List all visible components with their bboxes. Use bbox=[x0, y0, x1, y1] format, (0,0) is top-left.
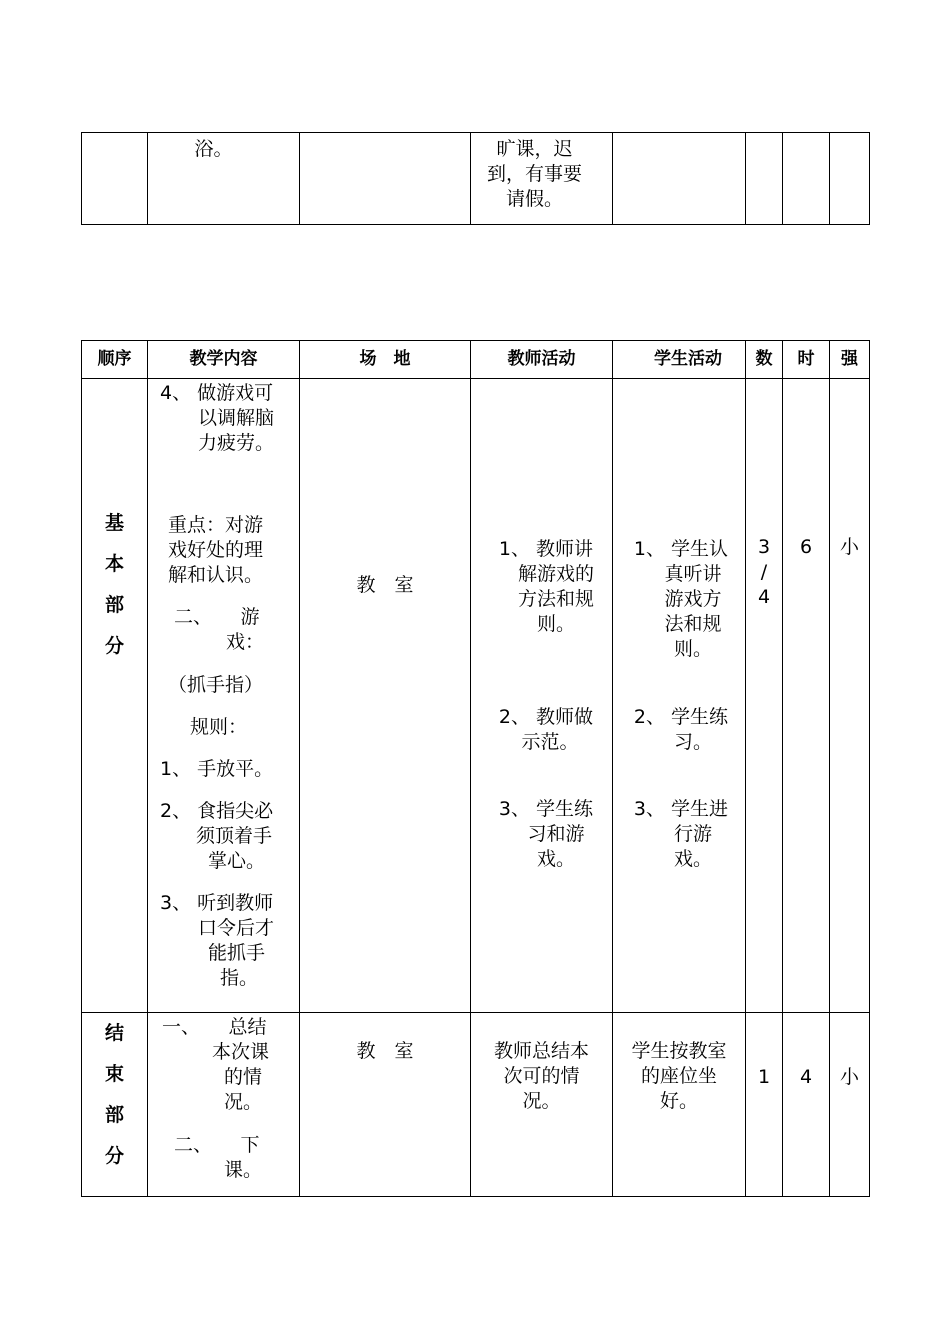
student-step-1 bbox=[621, 537, 741, 662]
count-char: 3 bbox=[757, 536, 771, 558]
activity-line: 1、 教师讲 bbox=[498, 538, 594, 560]
student-step-3 bbox=[621, 797, 741, 872]
activity-line: 学生按教室 bbox=[631, 1040, 727, 1062]
end-time: 4 bbox=[799, 1066, 813, 1088]
activity-line: 3、 学生进 bbox=[633, 798, 729, 820]
header-time: 时 bbox=[783, 341, 830, 379]
end-venue: 教 室 bbox=[356, 1040, 414, 1062]
header-content: 教学内容 bbox=[148, 341, 300, 379]
teacher-step-2 bbox=[483, 705, 609, 755]
content-line: 戏好处的理 bbox=[168, 539, 264, 561]
top-teacher-line: 请假。 bbox=[505, 188, 563, 210]
content-line: 二、 游 bbox=[174, 606, 260, 628]
activity-line: 行游 bbox=[673, 823, 712, 845]
content-line: 掌心。 bbox=[208, 850, 266, 872]
content-line: 力疲劳。 bbox=[198, 432, 275, 454]
content-line: 3、 听到教师 bbox=[160, 892, 274, 914]
end-student-cell bbox=[613, 1013, 746, 1197]
section-char: 部 bbox=[104, 1104, 124, 1126]
top-teacher-text bbox=[471, 133, 612, 212]
end-section-cell bbox=[82, 1013, 148, 1197]
section-char: 结 bbox=[104, 1022, 124, 1044]
top-student-cell bbox=[613, 133, 746, 225]
end-teacher bbox=[471, 1013, 612, 1114]
top-count-cell bbox=[746, 133, 783, 225]
activity-line: 2、 学生练 bbox=[633, 706, 729, 728]
content-line: 的情 bbox=[224, 1066, 263, 1088]
end-intensity: 小 bbox=[839, 1066, 859, 1088]
section-char: 基 bbox=[104, 512, 124, 534]
key-point bbox=[168, 513, 263, 588]
basic-section-label bbox=[82, 379, 147, 667]
basic-count-cell bbox=[746, 379, 783, 1013]
content-line: 2、 食指尖必 bbox=[160, 800, 274, 822]
activity-line: 3、 学生练 bbox=[498, 798, 594, 820]
header-intensity: 强 bbox=[830, 341, 870, 379]
section-char: 本 bbox=[104, 553, 124, 575]
activity-line: 戏。 bbox=[536, 848, 575, 870]
end-teacher-cell bbox=[471, 1013, 613, 1197]
count-char: 4 bbox=[757, 586, 771, 608]
content-line: 以调解脑 bbox=[198, 407, 275, 429]
end-count-cell bbox=[746, 1013, 783, 1197]
end-item-2 bbox=[174, 1133, 262, 1183]
content-line: 课。 bbox=[224, 1159, 263, 1181]
activity-line: 戏。 bbox=[673, 848, 712, 870]
end-section-label bbox=[82, 1013, 147, 1177]
content-line: 况。 bbox=[224, 1091, 263, 1113]
basic-intensity: 小 bbox=[839, 536, 859, 558]
end-part-row bbox=[82, 1013, 870, 1197]
end-item-1 bbox=[162, 1015, 269, 1115]
content-line: 解和认识。 bbox=[168, 564, 264, 586]
section-char: 部 bbox=[104, 594, 124, 616]
header-venue: 场 地 bbox=[300, 341, 471, 379]
activity-line: 则。 bbox=[673, 638, 712, 660]
section-char: 分 bbox=[104, 1145, 124, 1167]
content-line: 口令后才 bbox=[198, 917, 275, 939]
header-student: 学生活动 bbox=[613, 341, 746, 379]
activity-line: 好。 bbox=[659, 1090, 698, 1112]
content-line: 能抓手 bbox=[208, 942, 266, 964]
rule-1: 1、 手放平。 bbox=[160, 758, 274, 780]
basic-intensity-cell bbox=[830, 379, 870, 1013]
activity-line: 次可的情 bbox=[503, 1065, 580, 1087]
top-venue-cell bbox=[300, 133, 471, 225]
end-intensity-cell bbox=[830, 1013, 870, 1197]
header-teacher: 教师活动 bbox=[471, 341, 613, 379]
rule-3 bbox=[160, 891, 274, 991]
activity-line: 1、 学生认 bbox=[633, 538, 729, 560]
top-fragment-table bbox=[81, 132, 870, 225]
content-line: 指。 bbox=[220, 967, 259, 989]
teacher-step-3 bbox=[483, 797, 609, 872]
basic-section-cell bbox=[82, 379, 148, 1013]
end-count: 1 bbox=[757, 1066, 771, 1088]
top-teacher-cell bbox=[471, 133, 613, 225]
basic-part-row bbox=[82, 379, 870, 1013]
activity-line: 2、 教师做 bbox=[498, 706, 594, 728]
end-content-cell bbox=[148, 1013, 300, 1197]
activity-line: 解游戏的 bbox=[517, 563, 594, 585]
header-row bbox=[82, 341, 870, 379]
activity-line: 法和规 bbox=[664, 613, 722, 635]
game-heading bbox=[174, 605, 264, 655]
basic-venue-cell bbox=[300, 379, 471, 1013]
lesson-plan-table bbox=[81, 340, 870, 1197]
top-content-cell bbox=[148, 133, 300, 225]
top-content-text: 浴。 bbox=[194, 138, 233, 160]
rule-2 bbox=[160, 799, 273, 874]
top-teacher-line: 到，有事要 bbox=[486, 163, 582, 185]
activity-line: 则。 bbox=[536, 613, 575, 635]
student-step-2 bbox=[621, 705, 741, 755]
activity-line: 方法和规 bbox=[517, 588, 594, 610]
activity-line: 况。 bbox=[522, 1090, 561, 1112]
section-char: 分 bbox=[104, 635, 124, 657]
top-time-cell bbox=[783, 133, 830, 225]
basic-time-cell bbox=[783, 379, 830, 1013]
top-order-cell bbox=[82, 133, 148, 225]
header-count: 数 bbox=[746, 341, 783, 379]
basic-venue: 教 室 bbox=[356, 574, 414, 596]
content-line: 4、 做游戏可 bbox=[160, 382, 274, 404]
activity-line: 的座位坐 bbox=[640, 1065, 717, 1087]
basic-student-cell bbox=[613, 379, 746, 1013]
top-intensity-cell bbox=[830, 133, 870, 225]
end-time-cell bbox=[783, 1013, 830, 1197]
activity-line: 示范。 bbox=[521, 731, 579, 753]
content-line: 须顶着手 bbox=[196, 825, 273, 847]
section-char: 束 bbox=[104, 1063, 124, 1085]
activity-line: 真听讲 bbox=[664, 563, 722, 585]
basic-content-cell bbox=[148, 379, 300, 1013]
content-line: 重点：对游 bbox=[168, 514, 264, 536]
header-order: 顺序 bbox=[82, 341, 148, 379]
rules-label: 规则： bbox=[190, 716, 248, 738]
content-line: 一、 总结 bbox=[162, 1016, 267, 1038]
content-item-4 bbox=[160, 381, 274, 456]
content-line: 本次课 bbox=[212, 1041, 270, 1063]
basic-teacher-cell bbox=[471, 379, 613, 1013]
top-teacher-line: 旷课，迟 bbox=[496, 138, 573, 160]
game-name: （抓手指） bbox=[168, 674, 264, 696]
end-venue-cell bbox=[300, 1013, 471, 1197]
activity-line: 游戏方 bbox=[664, 588, 722, 610]
basic-count bbox=[746, 379, 782, 610]
content-line: 二、 下 bbox=[174, 1134, 260, 1156]
basic-time: 6 bbox=[799, 536, 813, 558]
teacher-step-1 bbox=[483, 537, 609, 637]
activity-line: 教师总结本 bbox=[493, 1040, 589, 1062]
activity-line: 习。 bbox=[673, 731, 712, 753]
end-student bbox=[613, 1013, 745, 1114]
content-line: 戏： bbox=[226, 631, 265, 653]
count-char: / bbox=[760, 561, 768, 583]
activity-line: 习和游 bbox=[527, 823, 585, 845]
